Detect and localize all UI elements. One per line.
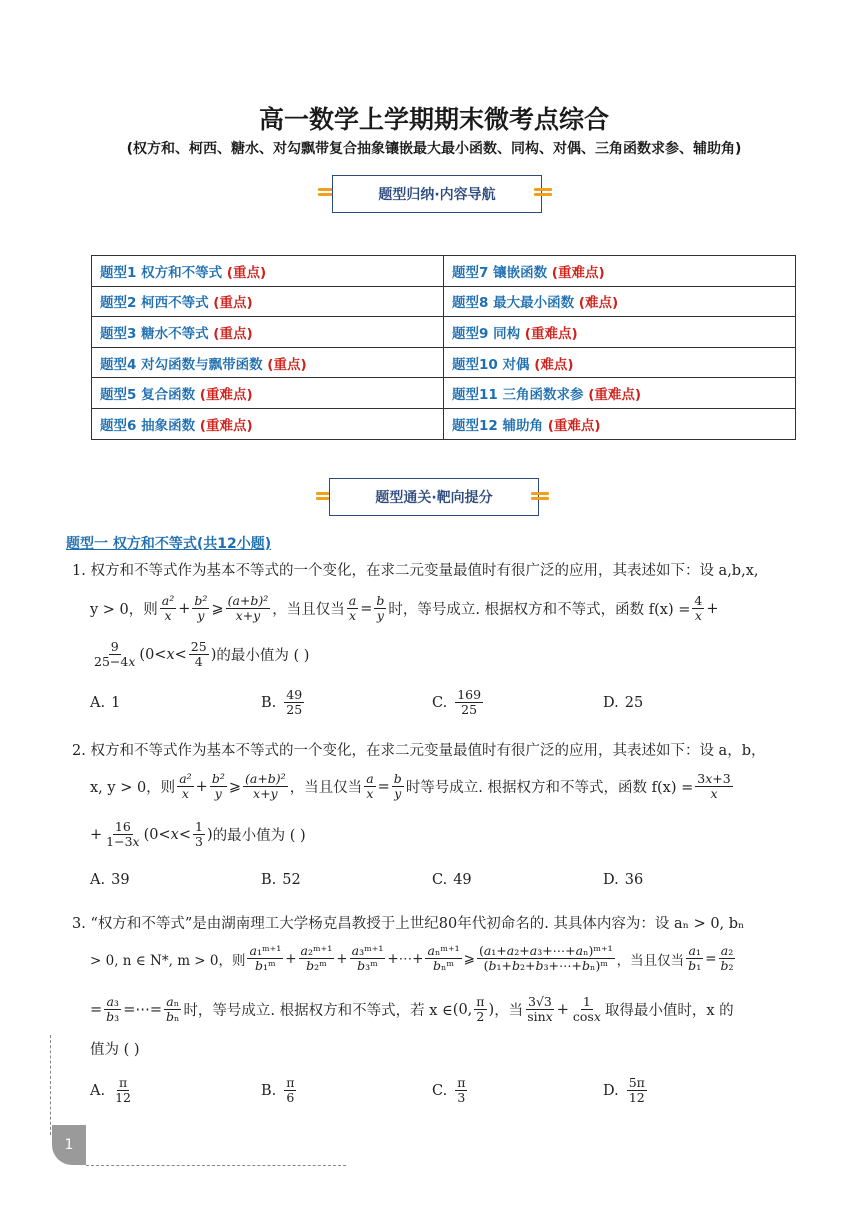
formula-fraction: $\frac{\text{a₃}}{\text{b₃}}$ — [106, 994, 120, 1025]
q2-text-c: 时等号成立. 根据权方和不等式，函数 f(x) = — [405, 780, 694, 797]
toc-cell — [92, 378, 444, 409]
q1-text-c: 时，等号成立. 根据权方和不等式，函数 f(x) = — [388, 602, 691, 619]
formula-fraction: $\frac{\text{a²}}{x}$ — [179, 771, 192, 802]
toc-item-name: 题型11 三角函数求参 — [452, 387, 584, 404]
question-2-options — [90, 872, 790, 888]
toc-cell — [444, 408, 796, 439]
option-denominator: 3 — [457, 1090, 466, 1106]
question-1-options — [90, 688, 790, 718]
toc-cell — [444, 256, 796, 287]
answer-option — [261, 872, 432, 888]
option-numerator: π — [286, 1075, 295, 1090]
option-denominator: 25 — [461, 702, 478, 718]
formula-fraction: $\frac{\text{(a+b)²}}{x+y}$ — [227, 593, 269, 624]
q2-text-b: ，当且仅当 — [289, 780, 363, 797]
option-denominator: 12 — [115, 1090, 131, 1106]
option-label: C. — [432, 1082, 448, 1099]
formula-fraction: $\frac{\text{a₂ᵐ⁺¹}}{\text{b₂ᵐ}}$ — [300, 943, 333, 974]
page-title: 高一数学上学期期末微考点综合 — [258, 105, 609, 134]
question-3-line-3: = $\frac{\text{a₃}}{\text{b₃}}$ =⋯= $\frac{\text{aₙ}}{\text{bₙ}}$ 时，等号成立. 根据权方和不等式，若 x ∈ (0, $\frac{\pi}{2}$ ) ，当 $\frac{3√3}{\sin x}$ + $\frac{1}{\cos x}$ 取得最小值时，x 的 — [90, 994, 734, 1025]
option-value: 49 — [453, 872, 472, 888]
q1-text-end: 的最小值为 ( ) — [216, 648, 310, 665]
option-label: B. — [261, 1082, 277, 1099]
q3-text-a: > 0, n ∈ N*, m > 0，则 — [90, 952, 246, 969]
option-label: A. — [90, 1082, 106, 1099]
option-denominator: 6 — [286, 1090, 295, 1106]
toc-item-tag: (重点) — [213, 325, 253, 342]
formula-fraction: $\frac{\text{b²}}{y}$ — [194, 593, 208, 624]
banner-practice — [329, 478, 539, 516]
option-label: D. — [603, 872, 619, 888]
toc-cell — [444, 347, 796, 378]
formula-fraction: $\frac{3√3}{\sin x}$ — [527, 994, 553, 1025]
option-fraction — [284, 1076, 296, 1106]
toc-cell — [92, 347, 444, 378]
toc-cell — [444, 286, 796, 317]
formula-fraction: $\frac{4}{x}$ — [694, 593, 703, 624]
formula-fraction: $\frac{\text{a₁ᵐ⁺¹}}{\text{b₁ᵐ}}$ — [249, 943, 282, 974]
formula-fraction: $\frac{b}{y}$ — [393, 771, 402, 802]
answer-option — [90, 1076, 261, 1106]
answer-option — [90, 872, 261, 888]
toc-item-tag: (重点) — [213, 295, 253, 312]
toc-cell — [92, 256, 444, 287]
toc-row — [92, 256, 796, 287]
toc-item-tag: (难点) — [534, 356, 574, 373]
answer-option — [261, 688, 432, 718]
option-denominator: 12 — [628, 1090, 645, 1106]
option-value: 39 — [111, 872, 130, 888]
q3-text-b: ，当且仅当 — [616, 952, 685, 969]
option-label: A. — [90, 694, 106, 711]
question-1-line-1: 1. 权方和不等式作为基本不等式的一个变化，在求二元变量最值时有很广泛的应用，其表述如下：设 a,b,x, — [72, 563, 759, 579]
toc-table — [91, 255, 796, 440]
question-2-line-3: + $\frac{16}{1-3x}$ (0<x< $\frac{1}{3}$ ) 的最小值为 ( ) — [90, 819, 306, 850]
option-value: 36 — [624, 872, 644, 888]
toc-item-name: 题型8 最大最小函数 — [452, 295, 575, 312]
toc-item-name: 题型7 镶嵌函数 — [452, 264, 548, 281]
toc-item-name: 题型1 权方和不等式 — [100, 264, 223, 281]
formula-fraction: $\frac{\text{a₁}}{\text{b₁}}$ — [688, 943, 702, 974]
banner-decoration-icon — [531, 490, 549, 504]
q3-text-d: ，当 — [494, 1003, 524, 1020]
option-denominator: 25 — [286, 702, 303, 718]
option-numerator: π — [457, 1075, 466, 1090]
toc-item-tag: (重难点) — [547, 417, 601, 434]
option-numerator: 169 — [457, 687, 482, 702]
q3-text-e: 取得最小值时，x 的 — [604, 1003, 734, 1020]
formula-fraction: $\frac{\text{a₃ᵐ⁺¹}}{\text{b₃ᵐ}}$ — [351, 943, 384, 974]
toc-cell — [92, 317, 444, 348]
toc-item-tag: (难点) — [578, 295, 619, 312]
option-label: C. — [432, 872, 448, 888]
option-fraction — [455, 688, 483, 718]
answer-option — [603, 688, 774, 718]
option-fraction — [455, 1076, 467, 1106]
option-fraction — [284, 688, 304, 718]
answer-option — [603, 872, 774, 888]
toc-item-name: 题型6 抽象函数 — [100, 417, 196, 434]
section-heading: 题型一 权方和不等式(共12小题) — [66, 536, 272, 552]
answer-option — [432, 688, 603, 718]
formula-fraction: $\frac{\text{b²}}{y}$ — [211, 771, 225, 802]
toc-item-name: 题型5 复合函数 — [100, 387, 196, 404]
q3-text-c: 时，等号成立. 根据权方和不等式，若 x ∈ — [183, 1003, 453, 1020]
question-3-line-1: 3. “权方和不等式”是由湖南理工大学杨克昌教授于上世纪80年代初命名的. 其具体内容为：设 aₙ > 0, bₙ — [72, 916, 745, 932]
formula-fraction: $\frac{\text{a²}}{x}$ — [161, 593, 175, 624]
q2-text-end: 的最小值为 ( ) — [212, 828, 306, 845]
toc-item-name: 题型4 对勾函数与飘带函数 — [100, 356, 263, 373]
toc-item-tag: (重难点) — [199, 387, 253, 404]
toc-item-tag: (重难点) — [199, 417, 253, 434]
formula-fraction: $\frac{1}{3}$ — [195, 819, 203, 850]
option-fraction — [113, 1076, 133, 1106]
option-value: 25 — [624, 694, 644, 711]
toc-item-name: 题型9 同构 — [452, 325, 521, 342]
q1-text-a: y > 0，则 — [90, 602, 158, 619]
question-2-line-2: x, y > 0，则 $\frac{\text{a²}}{x}$ + $\frac{\text{b²}}{y}$ ⩾ $\frac{\text{(a+b)²}}{x+y}$ ，当且仅当 $\frac{a}{x}$ = $\frac{b}{y}$ 时等号成立. 根据权方和不等式，函数 f(x) = $\frac{3x+3}{x}$ — [90, 771, 731, 802]
formula-fraction: $\frac{a}{x}$ — [348, 593, 357, 624]
toc-row — [92, 378, 796, 409]
formula-fraction: $\frac{9}{25-4x}$ — [94, 639, 136, 670]
toc-cell — [444, 317, 796, 348]
option-value: 52 — [282, 872, 301, 888]
answer-option — [261, 1076, 432, 1106]
toc-item-tag: (重点) — [226, 264, 267, 281]
toc-cell — [444, 378, 796, 409]
question-3-options — [90, 1076, 790, 1106]
toc-item-name: 题型12 辅助角 — [452, 417, 543, 434]
answer-option — [432, 1076, 603, 1106]
question-3-line-2: > 0, n ∈ N*, m > 0，则 $\frac{\text{a₁ᵐ⁺¹}}{\text{b₁ᵐ}}$ + $\frac{\text{a₂ᵐ⁺¹}}{\text{b₂ᵐ}}$ + $\frac{\text{a₃ᵐ⁺¹}}{\text{b₃ᵐ}}$ +⋯+ $\frac{\text{aₙᵐ⁺¹}}{\text{bₙᵐ}}$ ⩾ $\frac{\text{(a₁+a₂+a₃+⋯+aₙ)ᵐ⁺¹}}{\text{(b₁+b₂+b₃+⋯+bₙ)ᵐ}}$ ，当且仅当 $\frac{\text{a₁}}{\text{b₁}}$ = $\frac{\text{a₂}}{\text{b₂}}$ — [90, 943, 734, 974]
banner-decoration-icon — [534, 186, 552, 200]
page-subtitle: (权方和、柯西、糖水、对勾飘带复合抽象镶嵌最大最小函数、同构、对偶、三角函数求参、辅助角) — [126, 141, 742, 157]
formula-fraction: $\frac{\text{aₙᵐ⁺¹}}{\text{bₙᵐ}}$ — [427, 943, 460, 974]
answer-option — [432, 872, 603, 888]
question-1-line-3: $\frac{9}{25-4x}$ (0<x< $\frac{25}{4}$ ) 的最小值为 ( ) — [94, 639, 310, 670]
page-number: 1 — [52, 1125, 86, 1165]
banner-toc-label: 题型归纳·内容导航 — [378, 187, 496, 203]
formula-fraction: $\frac{\pi}{2}$ — [476, 994, 485, 1025]
formula-fraction: $\frac{\text{aₙ}}{\text{bₙ}}$ — [166, 994, 180, 1025]
toc-row — [92, 317, 796, 348]
formula-fraction: $\frac{\text{(a+b)²}}{x+y}$ — [244, 771, 286, 802]
formula-fraction: $\frac{25}{4}$ — [190, 639, 207, 670]
question-2-line-1: 2. 权方和不等式作为基本不等式的一个变化，在求二元变量最值时有很广泛的应用，其表述如下：设 a，b， — [72, 743, 766, 759]
option-label: B. — [261, 872, 277, 888]
toc-item-tag: (重难点) — [588, 387, 642, 404]
question-1-line-2: y > 0，则 $\frac{\text{a²}}{x}$ + $\frac{\text{b²}}{y}$ ⩾ $\frac{\text{(a+b)²}}{x+y}$ ，当且仅当 $\frac{a}{x}$ = $\frac{b}{y}$ 时，等号成立. 根据权方和不等式，函数 f(x) = $\frac{4}{x}$ + — [90, 593, 719, 624]
formula-fraction: $\frac{16}{1-3x}$ — [106, 819, 140, 850]
option-label: D. — [603, 694, 619, 711]
q1-text-b: ，当且仅当 — [272, 602, 345, 619]
option-numerator: 49 — [286, 687, 303, 702]
toc-item-tag: (重点) — [267, 356, 307, 373]
banner-practice-label: 题型通关·靶向提分 — [375, 490, 493, 506]
formula-fraction: $\frac{\text{a₂}}{\text{b₂}}$ — [720, 943, 734, 974]
page-border-dashed — [50, 1035, 51, 1135]
toc-cell — [92, 408, 444, 439]
toc-row — [92, 408, 796, 439]
formula-fraction: $\frac{\text{(a₁+a₂+a₃+⋯+aₙ)ᵐ⁺¹}}{\text{(b₁+b₂+b₃+⋯+bₙ)ᵐ}}$ — [478, 943, 613, 974]
toc-row — [92, 347, 796, 378]
banner-toc — [332, 175, 542, 213]
formula-fraction: $\frac{1}{\cos x}$ — [572, 994, 601, 1025]
option-numerator: π — [118, 1075, 128, 1090]
toc-item-name: 题型2 柯西不等式 — [100, 295, 209, 312]
question-3-line-4: 值为 ( ) — [90, 1042, 140, 1058]
toc-item-tag: (重难点) — [524, 325, 578, 342]
answer-option — [603, 1076, 774, 1106]
q2-text-a: x, y > 0，则 — [90, 780, 176, 797]
formula-fraction: $\frac{b}{y}$ — [376, 593, 385, 624]
option-label: C. — [432, 694, 448, 711]
answer-option — [90, 688, 261, 718]
option-label: A. — [90, 872, 106, 888]
option-label: D. — [603, 1082, 619, 1099]
toc-item-tag: (重难点) — [551, 264, 605, 281]
option-value: 1 — [111, 694, 121, 711]
toc-item-name: 题型10 对偶 — [452, 356, 530, 373]
formula-fraction: $\frac{a}{x}$ — [366, 771, 374, 802]
option-fraction — [627, 1076, 647, 1106]
formula-fraction: $\frac{3x+3}{x}$ — [697, 771, 731, 802]
page-border-dashed — [86, 1165, 346, 1166]
toc-cell — [92, 286, 444, 317]
toc-row — [92, 286, 796, 317]
option-label: B. — [261, 694, 277, 711]
option-numerator: 5π — [628, 1075, 645, 1090]
toc-item-name: 题型3 糖水不等式 — [100, 325, 209, 342]
